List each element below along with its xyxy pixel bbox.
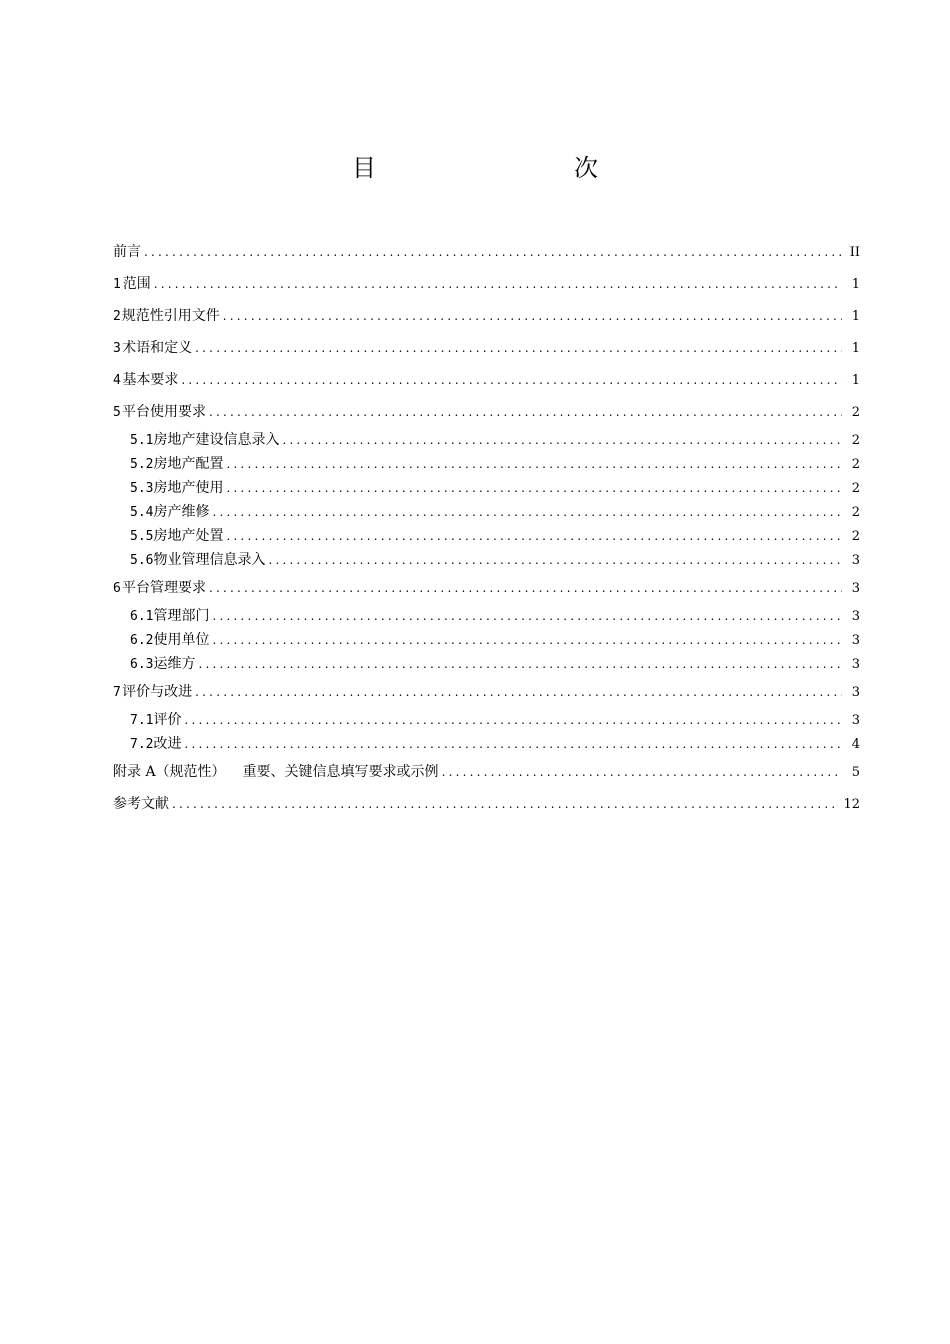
toc-entry-number: 6.1 <box>130 609 154 624</box>
toc-entry-s5-5[interactable] <box>113 524 860 548</box>
toc-entry-page: 2 <box>851 457 860 472</box>
toc-entry-s6[interactable] <box>113 572 860 604</box>
toc-entry-number: 3 <box>113 341 121 356</box>
toc-entry-foreword[interactable] <box>113 236 860 268</box>
toc-entry-s6-1[interactable] <box>113 604 860 628</box>
toc-entry-s6-3[interactable] <box>113 652 860 676</box>
toc-entry-s5-6[interactable] <box>113 548 860 572</box>
toc-entry-s5-4[interactable] <box>113 500 860 524</box>
toc-entry-number: 5.6 <box>130 553 154 568</box>
dot-leader <box>144 236 842 268</box>
toc-entry-s3[interactable] <box>113 332 860 364</box>
toc-entry-page: 3 <box>851 633 860 648</box>
toc-entry-label: 参考文献 <box>113 796 169 812</box>
toc-entry-label: 平台使用要求 <box>121 404 206 420</box>
toc-entry-page: 2 <box>851 505 860 520</box>
toc-entry-number: 2 <box>113 309 121 324</box>
toc-entry-label: 附录 A（规范性） <box>113 764 226 780</box>
toc-entry-page: 12 <box>843 797 860 812</box>
toc-entry-number: 5.2 <box>130 457 154 472</box>
toc-entry-number: 6.3 <box>130 657 154 672</box>
toc-entry-label: 评价 <box>153 712 182 728</box>
toc-entry-page: 2 <box>851 433 860 448</box>
toc-entry-label: 基本要求 <box>122 372 179 388</box>
toc-entry-annex-a[interactable] <box>113 756 860 788</box>
toc-entry-label: 房产维修 <box>153 504 210 520</box>
page-title: 目 次 <box>352 154 648 182</box>
toc-entry-label: 范围 <box>122 276 151 292</box>
toc-entry-s7[interactable] <box>113 676 860 708</box>
toc-entry-page: 3 <box>851 581 860 596</box>
dot-leader <box>209 572 842 604</box>
dot-leader <box>195 332 842 364</box>
toc-entry-s5-1[interactable] <box>113 428 860 452</box>
dot-leader <box>198 652 842 676</box>
toc-entry-page: 3 <box>851 713 860 728</box>
dot-leader <box>226 524 842 548</box>
toc-entry-s4[interactable] <box>113 364 860 396</box>
dot-leader <box>223 300 842 332</box>
toc-entry-number: 7.2 <box>130 737 154 752</box>
dot-leader <box>184 708 842 732</box>
toc-entry-number: 5 <box>113 405 121 420</box>
toc-entry-bibliography[interactable] <box>113 788 860 820</box>
toc-entry-page: 1 <box>851 309 860 324</box>
toc-entry-number: 5.4 <box>130 505 154 520</box>
toc-entry-label: 房地产处置 <box>153 528 224 544</box>
toc-entry-page: 4 <box>851 737 860 752</box>
toc-entry-label: 改进 <box>153 736 182 752</box>
toc-entry-page: 2 <box>851 405 860 420</box>
dot-leader <box>212 500 842 524</box>
toc-entry-number: 5.5 <box>130 529 154 544</box>
toc-entry-page: 1 <box>851 277 860 292</box>
toc-entry-page: 5 <box>851 765 860 780</box>
dot-leader <box>209 396 842 428</box>
toc-entry-label: 房地产配置 <box>153 456 224 472</box>
dot-leader <box>195 676 842 708</box>
toc-entry-s2[interactable] <box>113 300 860 332</box>
toc-entry-label: 平台管理要求 <box>121 580 206 596</box>
toc-entry-s6-2[interactable] <box>113 628 860 652</box>
toc-entry-label: 物业管理信息录入 <box>153 552 266 568</box>
toc-entry-page: 2 <box>851 529 860 544</box>
toc-entry-page: 2 <box>851 481 860 496</box>
toc-entry-label: 前言 <box>113 244 141 260</box>
toc-entry-s7-2[interactable] <box>113 732 860 756</box>
toc-entry-annex-title: 重要、关键信息填写要求或示例 <box>242 764 439 780</box>
toc-entry-number: 4 <box>113 373 121 388</box>
dot-leader <box>442 756 842 788</box>
toc-entry-s7-1[interactable] <box>113 708 860 732</box>
toc-entry-label: 术语和定义 <box>122 340 193 356</box>
dot-leader <box>226 476 842 500</box>
toc-entry-label: 运维方 <box>153 656 196 672</box>
dot-leader <box>268 548 842 572</box>
dot-leader <box>212 604 842 628</box>
dot-leader <box>282 428 842 452</box>
toc-entry-label: 房地产建设信息录入 <box>153 432 280 448</box>
toc-entry-label: 房地产使用 <box>153 480 224 496</box>
toc-entry-label: 规范性引用文件 <box>121 308 220 324</box>
toc-entry-number: 7 <box>113 685 121 700</box>
toc-entry-number: 5.1 <box>130 433 154 448</box>
toc-entry-label: 管理部门 <box>153 608 210 624</box>
dot-leader <box>184 732 842 756</box>
dot-leader <box>212 628 842 652</box>
toc-entry-page: 3 <box>851 553 860 568</box>
toc-entry-page: II <box>849 245 860 260</box>
dot-leader <box>172 788 837 820</box>
toc-entry-number: 6 <box>113 581 121 596</box>
toc-entry-label: 使用单位 <box>153 632 210 648</box>
toc-entry-page: 3 <box>851 657 860 672</box>
toc-entry-page: 1 <box>851 341 860 356</box>
dot-leader <box>226 452 842 476</box>
toc-entry-page: 3 <box>851 685 860 700</box>
toc-entry-s1[interactable] <box>113 268 860 300</box>
toc-entry-page: 3 <box>851 609 860 624</box>
toc-entry-number: 5.3 <box>130 481 154 496</box>
toc-entry-s5[interactable] <box>113 396 860 428</box>
toc-entry-label: 评价与改进 <box>122 684 193 700</box>
toc-entry-s5-2[interactable] <box>113 452 860 476</box>
toc-entry-s5-3[interactable] <box>113 476 860 500</box>
toc-entry-page: 1 <box>851 373 860 388</box>
toc-entry-number: 1 <box>113 277 121 292</box>
table-of-contents <box>113 236 860 820</box>
dot-leader <box>181 364 842 396</box>
toc-entry-number: 7.1 <box>130 713 154 728</box>
dot-leader <box>154 268 842 300</box>
toc-entry-number: 6.2 <box>130 633 154 648</box>
